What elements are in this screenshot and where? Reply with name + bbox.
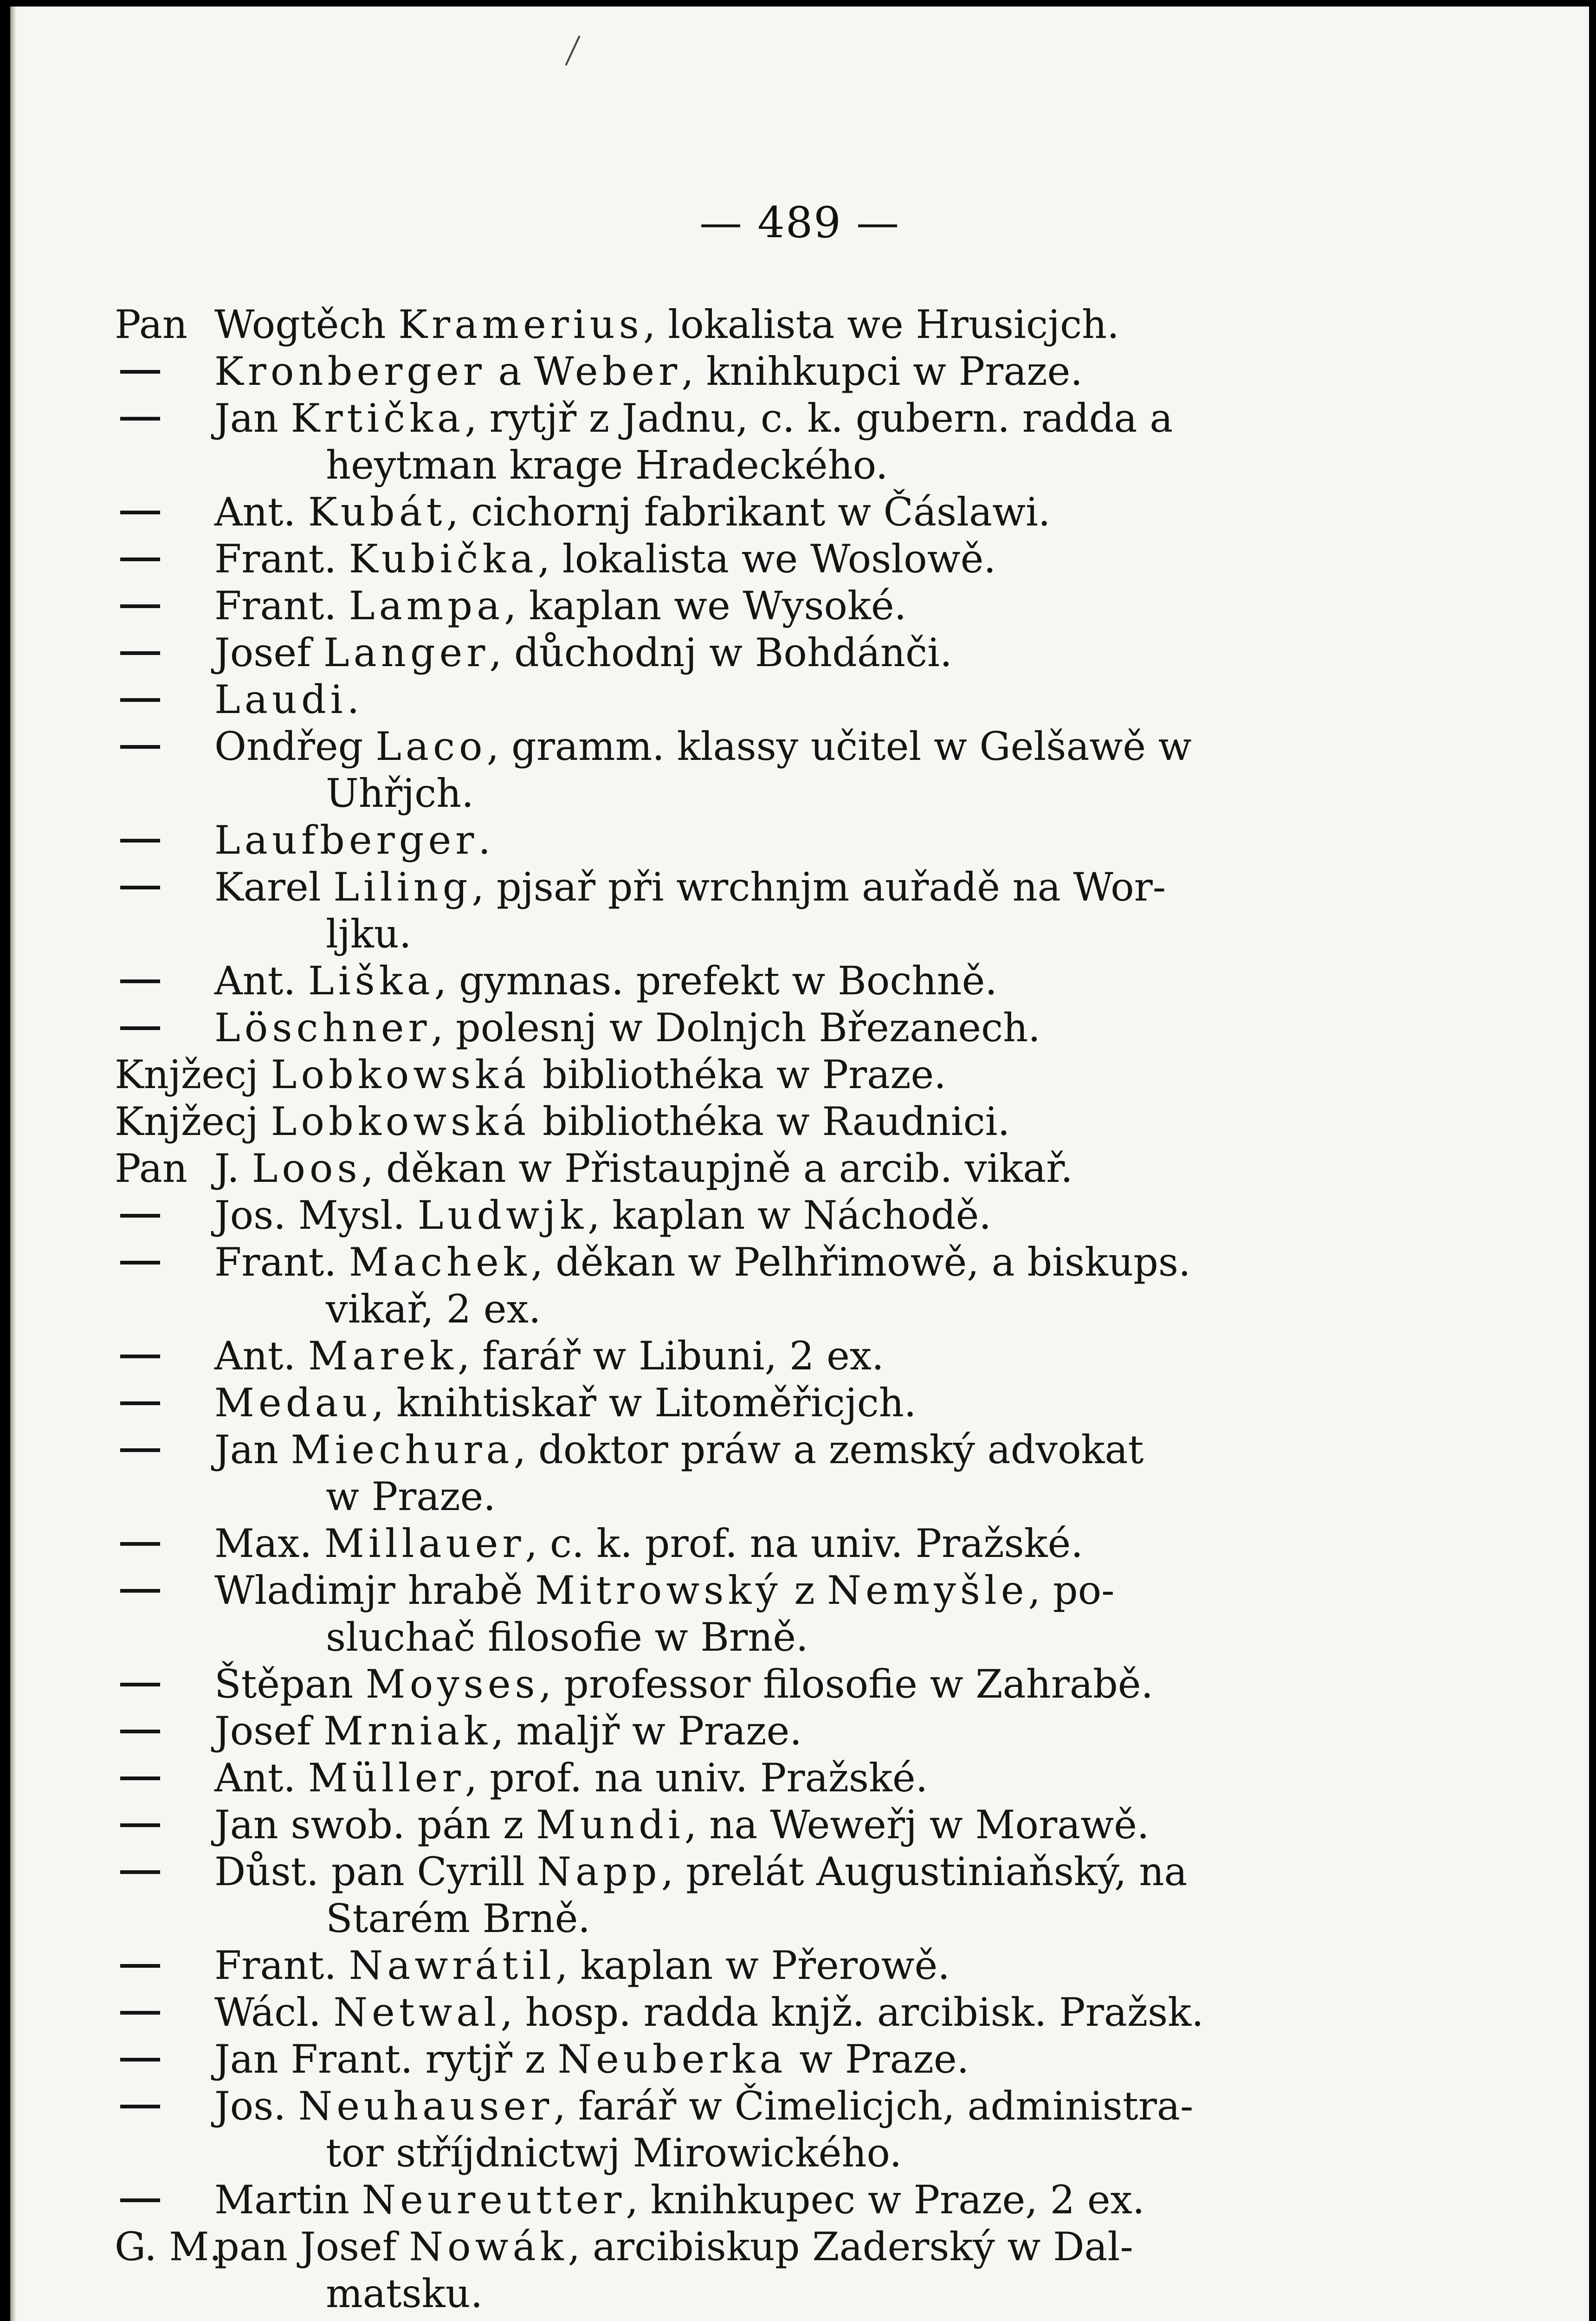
subscriber-name: Nemyšle <box>827 1568 1028 1613</box>
entry-line <box>214 864 1166 910</box>
entry-continuation: tor stříjdnictwj Mirowického. <box>326 2130 902 2176</box>
entry-line <box>214 1755 928 1801</box>
entry-continuation: vikař, 2 ex. <box>326 1286 541 1332</box>
dash-mark <box>120 886 160 889</box>
entry-text: Frant. <box>214 1943 349 1988</box>
entry-line <box>214 1990 1204 2035</box>
list-item <box>115 2177 1289 2224</box>
ditto-dash <box>115 1755 214 1802</box>
ditto-dash <box>115 1426 214 1473</box>
list-item <box>115 723 1289 817</box>
entry-line <box>115 1052 946 1097</box>
list-item <box>115 1661 1289 1708</box>
entry-text: , gymnas. prefekt w Bochně. <box>434 958 997 1004</box>
entry-text: , po- <box>1028 1568 1115 1613</box>
subscriber-name: Laufberger <box>214 817 478 863</box>
page-number: — 489 — <box>699 198 900 247</box>
list-item <box>115 1239 1289 1333</box>
entry-line <box>214 677 359 722</box>
entry-line <box>214 1333 884 1379</box>
entry-text: Wogtěch <box>214 302 399 347</box>
ditto-dash <box>115 1567 214 1614</box>
entry-text: Max. <box>214 1521 324 1566</box>
ditto-dash <box>115 1708 214 1755</box>
ditto-dash <box>115 536 214 583</box>
subscriber-name: Medau <box>214 1380 372 1426</box>
entry-text: , prof. na univ. Pražské. <box>465 1755 928 1801</box>
dash-mark <box>120 1542 160 1546</box>
ditto-dash <box>115 348 214 395</box>
entry-continuation: heytman krage Hradeckého. <box>326 442 888 488</box>
list-item <box>115 817 1289 864</box>
dash-mark <box>120 745 160 749</box>
dash-mark <box>120 1776 160 1780</box>
list-item <box>115 1145 1289 1192</box>
dash-mark <box>120 2105 160 2108</box>
ditto-dash <box>115 723 214 770</box>
subscriber-name: Laco <box>375 724 487 769</box>
entry-line <box>214 489 1051 535</box>
entry-text: Knjžecj <box>115 1052 271 1097</box>
entry-line <box>214 1005 1040 1050</box>
entry-text: , c. k. prof. na univ. Pražské. <box>525 1521 1083 1566</box>
entry-text: . <box>478 817 491 863</box>
entry-text: a <box>485 349 534 394</box>
entry-text: , děkan w Přistaupjně a arcib. vikař. <box>361 1146 1073 1191</box>
entry-line <box>214 1146 1073 1191</box>
entry-text: , děkan w Pelhřimowě, a biskups. <box>530 1239 1191 1285</box>
entry-text: w Praze. <box>787 2036 969 2082</box>
list-item <box>115 1426 1289 1520</box>
list-item <box>115 1520 1289 1567</box>
ditto-dash <box>115 676 214 723</box>
entry-text: , důchodnj w Bohdánči. <box>489 630 952 675</box>
subscriber-name: Neuhauser <box>298 2083 554 2129</box>
list-item <box>115 301 1289 348</box>
entry-text: J. <box>214 1146 252 1191</box>
entry-text: , farář w Libuni, 2 ex. <box>457 1333 884 1379</box>
entry-line <box>214 2036 969 2082</box>
dash-mark <box>120 1401 160 1405</box>
entry-text: Jos. Mysl. <box>214 1193 418 1238</box>
subscriber-name: Liška <box>308 958 434 1004</box>
entry-line <box>214 1193 991 1238</box>
dash-mark <box>120 2198 160 2202</box>
entry-text: Frant. <box>214 536 349 582</box>
subscriber-name: Netwal <box>333 1990 501 2035</box>
list-item <box>115 1708 1289 1755</box>
dash-mark <box>120 1355 160 1358</box>
ditto-dash <box>115 817 214 864</box>
page-binding-edge <box>10 6 17 2321</box>
dash-mark <box>120 1823 160 1827</box>
entry-line <box>214 1568 1115 1613</box>
entry-line <box>214 395 1173 441</box>
entry-line <box>214 1943 950 1988</box>
book-page <box>10 6 1589 2321</box>
subscriber-name: Neuberka <box>557 2036 787 2082</box>
entry-line <box>214 1708 802 1754</box>
entry-text: , farář w Čimelicjch, administra- <box>553 2083 1194 2129</box>
entry-line <box>214 1380 917 1426</box>
entry-text: , na Weweřj w Morawě. <box>684 1802 1150 1848</box>
dash-mark <box>120 839 160 843</box>
entry-text: , kaplan w Přerowě. <box>555 1943 950 1988</box>
list-item <box>115 1848 1289 1942</box>
subscriber-name: Liling <box>333 864 472 910</box>
entry-line <box>214 349 1083 394</box>
list-item <box>115 1051 1289 1098</box>
entry-continuation: sluchač filosofie w Brně. <box>326 1614 808 1660</box>
entry-text: Jan <box>214 1427 291 1472</box>
entry-text: bibliothéka w Raudnici. <box>530 1099 1010 1144</box>
entry-text: Jan <box>214 395 291 441</box>
list-item <box>115 2224 1289 2317</box>
subscriber-name: Mitrowský <box>535 1568 782 1613</box>
subscriber-name: Miechura <box>291 1427 514 1472</box>
entry-text: , doktor práw a zemský advokat <box>513 1427 1144 1472</box>
list-item <box>115 1192 1289 1239</box>
list-item <box>115 1989 1289 2036</box>
ditto-dash <box>115 395 214 442</box>
entry-text: , arcibiskup Zaderský w Dal- <box>568 2224 1133 2269</box>
ditto-dash <box>115 1520 214 1567</box>
dash-mark <box>120 698 160 702</box>
dash-mark <box>120 1589 160 1593</box>
ditto-dash <box>115 1239 214 1286</box>
subscriber-name: Lobkowská <box>271 1099 530 1144</box>
entry-line <box>214 1427 1144 1472</box>
entry-text: , pjsař při wrchnjm auřadě na Wor- <box>472 864 1166 910</box>
entry-continuation: Uhřjch. <box>326 771 474 816</box>
dash-mark <box>120 1730 160 1733</box>
entry-line <box>214 1239 1191 1285</box>
entry-text: , lokalista we Hrusicjch. <box>643 302 1119 347</box>
subscriber-name: Marek <box>308 1333 458 1379</box>
entry-text: , cichornj fabrikant w Čáslawi. <box>446 489 1051 535</box>
entry-text: Josef <box>214 1708 323 1754</box>
entry-line <box>214 958 997 1004</box>
entry-text: . <box>347 677 360 722</box>
dash-mark <box>120 1870 160 1874</box>
ditto-dash <box>115 1661 214 1708</box>
entry-text: , knihkupci w Praze. <box>681 349 1083 394</box>
entry-text: bibliothéka w Praze. <box>530 1052 946 1097</box>
subscriber-list <box>115 301 1289 2317</box>
dash-mark <box>120 979 160 983</box>
entry-text: , gramm. klassy učitel w Gelšawě w <box>486 724 1192 769</box>
entry-text: , polesnj w Dolnjch Březanech. <box>431 1005 1040 1050</box>
entry-text: Ant. <box>214 1333 308 1379</box>
dash-mark <box>120 2011 160 2015</box>
entry-text: , professor filosofie w Zahrabě. <box>539 1661 1154 1707</box>
entry-prefix: G. M. <box>115 2224 222 2269</box>
entry-line <box>214 583 906 629</box>
subscriber-name: Mundi <box>536 1802 685 1848</box>
entry-text: , knihtiskař w Litoměřicjch. <box>371 1380 917 1426</box>
entry-continuation: ljku. <box>326 911 412 957</box>
entry-text: Jan swob. pán z <box>214 1802 536 1848</box>
list-item <box>115 676 1289 723</box>
entry-text: Důst. pan Cyrill <box>214 1849 537 1894</box>
list-item <box>115 1567 1289 1661</box>
list-item <box>115 1380 1289 1426</box>
list-item <box>115 2036 1289 2083</box>
ditto-dash <box>115 583 214 629</box>
entry-continuation: Starém Brně. <box>326 1896 590 1941</box>
entry-text: Štěpan <box>214 1661 366 1707</box>
subscriber-name: Kramerius <box>398 302 643 347</box>
dash-mark <box>120 604 160 608</box>
entry-line <box>214 2177 1145 2223</box>
entry-text: , knihkupec w Praze, 2 ex. <box>626 2177 1145 2223</box>
entry-text: Ant. <box>214 489 308 535</box>
dash-mark <box>120 370 160 374</box>
entry-line <box>214 2083 1193 2129</box>
subscriber-name: Müller <box>308 1755 465 1801</box>
entry-text: pan Josef <box>214 2224 409 2269</box>
list-item <box>115 489 1289 536</box>
subscriber-name: Löschner <box>214 1005 431 1050</box>
entry-line <box>214 724 1192 769</box>
pencil-mark <box>565 35 580 65</box>
entry-text: , kaplan we Wysoké. <box>504 583 907 629</box>
entry-text: Jos. <box>214 2083 298 2129</box>
subscriber-name: Laudi <box>214 677 347 722</box>
ditto-dash <box>115 1333 214 1380</box>
entry-text: Knjžecj <box>115 1099 271 1144</box>
subscriber-name: Nowák <box>409 2224 568 2269</box>
ditto-dash <box>115 958 214 1005</box>
dash-mark <box>120 1964 160 1968</box>
dash-mark <box>120 511 160 514</box>
subscriber-name: Mrniak <box>323 1708 491 1754</box>
entry-text: , maljř w Praze. <box>491 1708 802 1754</box>
entry-text: Martin <box>214 2177 362 2223</box>
dash-mark <box>120 558 160 561</box>
entry-text: , prelát Augustiniaňský, na <box>661 1849 1188 1894</box>
entry-text: Josef <box>214 630 323 675</box>
list-item <box>115 1005 1289 1051</box>
dash-mark <box>120 651 160 655</box>
entry-text: Ondřeg <box>214 724 376 769</box>
dash-mark <box>120 1261 160 1264</box>
ditto-dash <box>115 489 214 536</box>
ditto-dash <box>115 1380 214 1426</box>
ditto-dash <box>115 2177 214 2224</box>
subscriber-name: Nawrátil <box>349 1943 556 1988</box>
entry-text: Wladimjr hrabě <box>214 1568 535 1613</box>
entry-text: , lokalista we Woslowě. <box>537 536 996 582</box>
list-item <box>115 864 1289 958</box>
dash-mark <box>120 1026 160 1030</box>
list-item <box>115 348 1289 395</box>
entry-continuation: matsku. <box>326 2271 483 2316</box>
ditto-dash <box>115 2083 214 2130</box>
list-item <box>115 1098 1289 1145</box>
subscriber-name: Neureutter <box>362 2177 626 2223</box>
entry-prefix: Pan <box>115 302 187 347</box>
entry-text: Wácl. <box>214 1990 334 2035</box>
entry-text: , kaplan w Náchodě. <box>588 1193 992 1238</box>
entry-line <box>115 1099 1010 1144</box>
entry-text: Ant. <box>214 958 308 1004</box>
entry-text: z <box>782 1568 827 1613</box>
entry-continuation: w Praze. <box>326 1474 496 1519</box>
ditto-dash <box>115 629 214 676</box>
subscriber-name: Lobkowská <box>271 1052 530 1097</box>
ditto-dash <box>115 1802 214 1848</box>
ditto-dash <box>115 1005 214 1051</box>
dash-mark <box>120 1683 160 1686</box>
subscriber-name: Napp <box>537 1849 661 1894</box>
entry-line <box>214 630 952 675</box>
ditto-dash <box>115 1942 214 1989</box>
subscriber-name: Millauer <box>324 1521 525 1566</box>
list-item <box>115 536 1289 583</box>
subscriber-name: Weber <box>534 349 682 394</box>
ditto-dash <box>115 1848 214 1895</box>
entry-text: Frant. <box>214 583 349 629</box>
ditto-dash <box>115 1989 214 2036</box>
entry-line <box>214 817 491 863</box>
dash-mark <box>120 1448 160 1452</box>
subscriber-name: Langer <box>323 630 490 675</box>
entry-line <box>214 1661 1153 1707</box>
entry-text: Jan Frant. rytjř z <box>214 2036 558 2082</box>
subscriber-name: Kronberger <box>214 349 486 394</box>
entry-text: , hosp. radda knjž. arcibisk. Pražsk. <box>500 1990 1204 2035</box>
subscriber-name: Ludwjk <box>417 1193 588 1238</box>
entry-text: Ant. <box>214 1755 308 1801</box>
entry-text: , rytjř z Jadnu, c. k. gubern. radda a <box>465 395 1173 441</box>
list-item <box>115 1755 1289 1802</box>
entry-line <box>214 2224 1133 2269</box>
entry-line <box>214 536 996 582</box>
subscriber-name: Kubát <box>308 489 446 535</box>
dash-mark <box>120 2058 160 2062</box>
list-item <box>115 1333 1289 1380</box>
subscriber-name: Kubička <box>349 536 538 582</box>
ditto-dash <box>115 2036 214 2083</box>
dash-mark <box>120 1214 160 1218</box>
entry-text: Karel <box>214 864 334 910</box>
entry-text: Frant. <box>214 1239 349 1285</box>
subscriber-name: Machek <box>349 1239 531 1285</box>
list-item <box>115 1942 1289 1989</box>
entry-line <box>214 1802 1150 1848</box>
subscriber-name: Moyses <box>365 1661 539 1707</box>
subscriber-name: Lampa <box>349 583 504 629</box>
subscriber-name: Krtička <box>291 395 465 441</box>
list-item <box>115 1802 1289 1848</box>
subscriber-name: Loos <box>252 1146 362 1191</box>
list-item <box>115 395 1289 489</box>
list-item <box>115 958 1289 1005</box>
ditto-dash <box>115 1192 214 1239</box>
entry-line <box>214 1521 1083 1566</box>
dash-mark <box>120 417 160 421</box>
entry-line <box>214 302 1119 347</box>
list-item <box>115 583 1289 629</box>
ditto-dash <box>115 864 214 911</box>
entry-line <box>214 1849 1188 1894</box>
entry-prefix: Pan <box>115 1146 187 1191</box>
list-item <box>115 629 1289 676</box>
list-item <box>115 2083 1289 2177</box>
